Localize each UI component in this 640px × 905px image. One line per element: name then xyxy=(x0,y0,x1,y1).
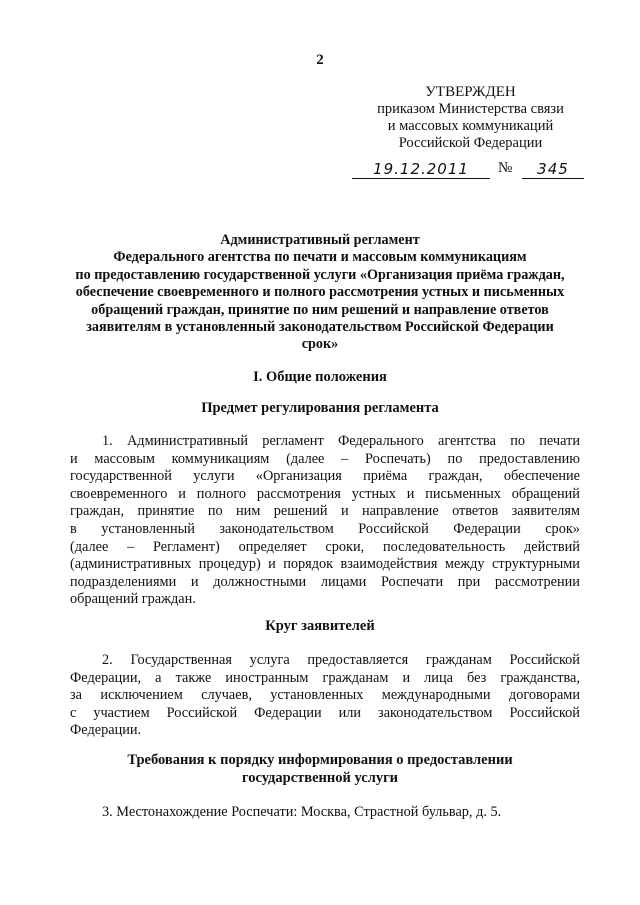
word: последовательность xyxy=(382,538,506,555)
word: регламент xyxy=(262,433,324,449)
word: полного xyxy=(196,485,246,502)
word: и xyxy=(340,503,349,520)
word: направление xyxy=(362,503,439,520)
word: Федерации xyxy=(254,704,322,721)
word: процедур) xyxy=(198,556,261,573)
paragraph-2 xyxy=(70,652,580,740)
approval-heading: УТВЕРЖДЕН xyxy=(425,84,516,100)
word: структурными xyxy=(491,556,580,573)
document-title xyxy=(55,232,585,354)
word: и xyxy=(70,450,78,467)
word: без xyxy=(467,669,487,686)
word: сроки, xyxy=(325,538,365,555)
word: предоставляется xyxy=(307,652,409,668)
word: услуга xyxy=(249,652,290,668)
word: Российской xyxy=(166,704,238,721)
word: обращений xyxy=(511,485,580,502)
word: коммуникациям xyxy=(171,450,270,467)
word: 1. xyxy=(102,433,113,449)
word: определяет xyxy=(238,538,307,555)
word: своевременного xyxy=(70,485,168,502)
word: Регламент) xyxy=(153,538,220,555)
text-line xyxy=(70,591,580,609)
word: услуги xyxy=(193,468,235,485)
word: агентства xyxy=(438,433,496,449)
word: Государственная xyxy=(130,652,232,668)
text-line xyxy=(70,521,580,539)
text-line xyxy=(70,722,580,740)
word: – xyxy=(341,450,349,467)
section-heading: I. Общие положения xyxy=(253,369,387,385)
word: случаев, xyxy=(201,687,252,704)
word: между xyxy=(444,556,485,573)
word: или xyxy=(338,704,362,721)
word: исключением xyxy=(100,687,183,704)
word: решений xyxy=(273,503,328,520)
paragraph-3 xyxy=(70,804,580,822)
word: с xyxy=(70,704,77,721)
text-line xyxy=(70,705,580,723)
word: по xyxy=(510,433,526,449)
word: обращений граждан. xyxy=(70,591,196,608)
title-line: срок» xyxy=(301,336,339,353)
word: и xyxy=(190,573,199,590)
text-line xyxy=(70,670,580,688)
word: Российской xyxy=(509,704,580,721)
word: действий xyxy=(524,538,580,555)
word: (далее xyxy=(70,538,109,555)
word: приёма xyxy=(363,468,408,485)
word: подразделениями xyxy=(70,573,177,590)
word: при xyxy=(457,573,481,590)
title-line: обращений граждан, принятие по ним решений и направление ответов xyxy=(91,301,549,318)
word: Федерации. xyxy=(70,722,142,739)
word: массовым xyxy=(94,450,155,467)
word: а xyxy=(155,669,162,686)
word: за xyxy=(70,687,82,704)
order-number-label: № xyxy=(498,160,513,176)
word: рассмотрения xyxy=(256,485,341,502)
word: государственной xyxy=(70,468,172,485)
word: и xyxy=(406,485,415,502)
word: (административных xyxy=(70,556,192,573)
word: рассмотрении xyxy=(494,573,580,590)
word: в xyxy=(70,520,77,537)
word: предоставлению xyxy=(479,450,580,467)
word: 3. Местонахождение Роспечати: Москва, Страстной бульвар, д. 5. xyxy=(102,804,502,820)
word: граждан, xyxy=(428,468,483,485)
word: письменных xyxy=(425,485,501,502)
word: обеспечение xyxy=(503,468,580,485)
word: взаимодействия xyxy=(340,556,438,573)
word: Федерального xyxy=(337,433,424,449)
text-line xyxy=(70,687,580,705)
subsection-heading-applicants: Круг заявителей xyxy=(265,618,375,634)
title-line: по предоставлению государственной услуги «Организация приёма граждан, xyxy=(75,266,565,283)
word: и xyxy=(178,485,186,502)
word: граждан, xyxy=(70,503,125,520)
word: по xyxy=(447,450,463,467)
text-line xyxy=(70,652,580,670)
text-line xyxy=(70,451,580,469)
word: Федерации, xyxy=(70,669,142,686)
title-line: заявителям в установленный законодательством Российской Федерации xyxy=(86,319,554,336)
word: устных xyxy=(351,485,396,502)
text-line xyxy=(70,468,580,486)
word: гражданства, xyxy=(500,669,580,686)
word: Российской xyxy=(509,652,580,668)
text-line xyxy=(70,503,580,521)
word: ответов xyxy=(452,503,499,520)
text-line xyxy=(70,486,580,504)
order-signature-line xyxy=(352,160,592,184)
title-line: Административный регламент xyxy=(220,232,420,248)
word: Роспечати xyxy=(380,573,444,590)
word: установленных xyxy=(270,687,364,704)
approval-line: приказом Министерства связи xyxy=(377,101,564,117)
word: Административный xyxy=(126,433,249,449)
word: должностными xyxy=(213,573,307,590)
word: – xyxy=(127,538,135,555)
subsection-heading-subject: Предмет регулирования регламента xyxy=(201,400,439,416)
word: принятие xyxy=(137,503,195,520)
word: также xyxy=(175,669,212,686)
approval-line: Российской Федерации xyxy=(398,135,543,151)
heading-line: Требования к порядку информирования о предоставлении xyxy=(127,752,513,768)
order-date: 19.12.2011 xyxy=(352,160,490,179)
text-line xyxy=(70,539,580,557)
text-line xyxy=(70,433,580,451)
word: законодательством xyxy=(378,704,493,721)
word: срок» xyxy=(545,520,580,537)
word: иностранным xyxy=(225,669,309,686)
word: и xyxy=(268,556,276,573)
approval-line: и массовых коммуникаций xyxy=(387,118,554,134)
word: ним xyxy=(236,503,261,520)
word: участием xyxy=(93,704,150,721)
word: международными xyxy=(381,687,491,704)
order-number: 345 xyxy=(522,160,584,179)
word: «Организация xyxy=(255,468,342,485)
title-line: обеспечение своевременного и полного рассмотрения устных и письменных xyxy=(75,284,565,301)
word: заявителям xyxy=(511,503,580,520)
text-line xyxy=(70,574,580,592)
heading-line: государственной услуги xyxy=(241,770,399,786)
approval-stamp xyxy=(358,84,583,152)
word: Федерации xyxy=(453,520,521,537)
word: печати xyxy=(539,433,580,449)
subsection-heading-info xyxy=(0,751,640,787)
word: гражданам xyxy=(322,669,389,686)
title-line: Федерального агентства по печати и массовым коммуникациям xyxy=(113,249,527,266)
word: договорами xyxy=(508,687,580,704)
word: Роспечать) xyxy=(365,450,431,467)
word: лицами xyxy=(320,573,367,590)
word: гражданам xyxy=(425,652,492,668)
word: законодательством xyxy=(219,520,334,537)
word: по xyxy=(207,503,223,520)
word: установленный xyxy=(101,520,195,537)
word: 2. xyxy=(102,652,113,668)
page-number: 2 xyxy=(316,52,324,68)
word: и xyxy=(402,669,411,686)
word: порядок xyxy=(283,556,334,573)
text-line xyxy=(70,556,580,574)
paragraph-1 xyxy=(70,433,580,609)
word: лица xyxy=(424,669,453,686)
word: Российской xyxy=(358,520,429,537)
text-line xyxy=(70,804,580,822)
word: (далее xyxy=(286,450,325,467)
